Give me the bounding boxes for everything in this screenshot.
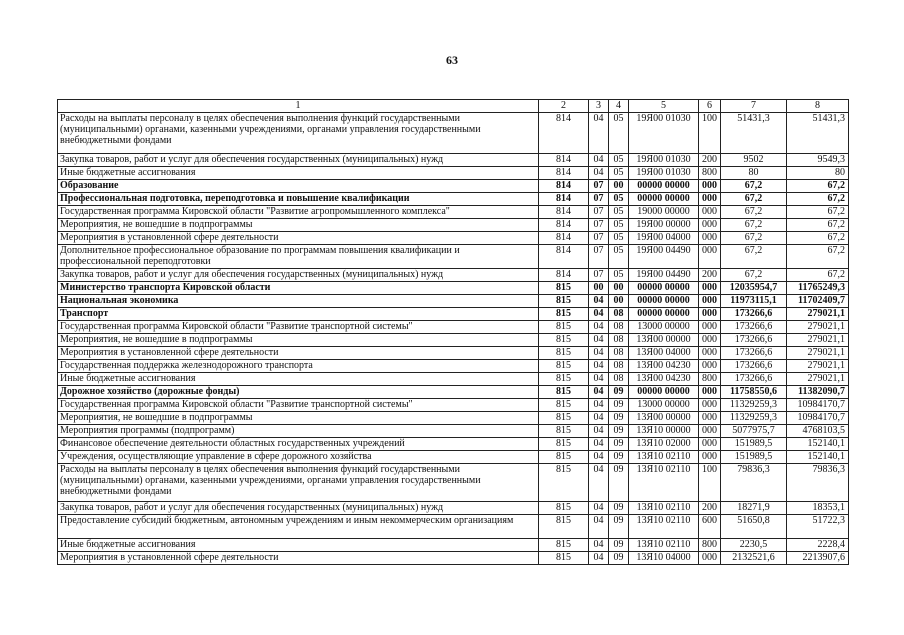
section-code-cell: 04 [589,438,609,451]
table-row [58,451,849,464]
amount-year1-cell: 67,2 [721,193,787,206]
row-name-cell: Закупка товаров, работ и услуг для обеспечения государственных (муниципальных) нужд [58,502,539,515]
ministry-code-cell: 815 [539,552,589,565]
amount-year2-cell: 2213907,6 [787,552,849,565]
header-cell: 8 [787,100,849,113]
ministry-code-cell: 815 [539,412,589,425]
amount-year1-cell: 173266,6 [721,308,787,321]
target-article-cell: 19000 00000 [629,206,699,219]
amount-year1-cell: 173266,6 [721,360,787,373]
row-name-cell: Расходы на выплаты персоналу в целях обеспечения выполнения функций государственными (муниципальными) органами, казенными учреждениями, органами управления государственными внебюджетными фондами [58,464,539,502]
amount-year2-cell: 152140,1 [787,451,849,464]
ministry-code-cell: 815 [539,360,589,373]
amount-year2-cell: 67,2 [787,245,849,269]
section-code-cell: 04 [589,386,609,399]
table-row [58,232,849,245]
section-code-cell: 04 [589,113,609,154]
row-name-cell: Национальная экономика [58,295,539,308]
table-body [58,113,849,565]
expense-type-cell: 000 [699,347,721,360]
expense-type-cell: 100 [699,464,721,502]
amount-year2-cell: 67,2 [787,269,849,282]
subsection-code-cell: 05 [609,154,629,167]
section-code-cell: 04 [589,334,609,347]
expense-type-cell: 800 [699,539,721,552]
target-article-cell: 19Я00 01030 [629,167,699,180]
subsection-code-cell: 08 [609,373,629,386]
target-article-cell: 13Я10 00000 [629,425,699,438]
subsection-code-cell: 08 [609,308,629,321]
amount-year1-cell: 173266,6 [721,373,787,386]
target-article-cell: 13Я00 04230 [629,373,699,386]
amount-year2-cell: 279021,1 [787,373,849,386]
subsection-code-cell: 08 [609,321,629,334]
amount-year2-cell: 279021,1 [787,347,849,360]
subsection-code-cell: 00 [609,295,629,308]
table-row [58,269,849,282]
row-name-cell: Государственная программа Кировской области "Развитие транспортной системы" [58,399,539,412]
target-article-cell: 13Я00 04230 [629,360,699,373]
expense-type-cell: 000 [699,334,721,347]
expense-type-cell: 000 [699,180,721,193]
target-article-cell: 00000 00000 [629,386,699,399]
expense-type-cell: 000 [699,295,721,308]
target-article-cell: 19Я00 04000 [629,232,699,245]
amount-year1-cell: 9502 [721,154,787,167]
row-name-cell: Финансовое обеспечение деятельности областных государственных учреждений [58,438,539,451]
section-code-cell: 07 [589,232,609,245]
table-row [58,180,849,193]
target-article-cell: 13Я00 00000 [629,412,699,425]
section-code-cell: 04 [589,360,609,373]
amount-year1-cell: 173266,6 [721,334,787,347]
table-row [58,206,849,219]
table-row [58,321,849,334]
ministry-code-cell: 815 [539,502,589,515]
amount-year2-cell: 11382090,7 [787,386,849,399]
amount-year1-cell: 51431,3 [721,113,787,154]
subsection-code-cell: 08 [609,347,629,360]
section-code-cell: 04 [589,552,609,565]
subsection-code-cell: 05 [609,219,629,232]
target-article-cell: 13Я10 02110 [629,502,699,515]
subsection-code-cell: 05 [609,269,629,282]
ministry-code-cell: 814 [539,245,589,269]
row-name-cell: Дорожное хозяйство (дорожные фонды) [58,386,539,399]
table-row [58,334,849,347]
amount-year2-cell: 279021,1 [787,360,849,373]
section-code-cell: 04 [589,399,609,412]
expense-type-cell: 800 [699,167,721,180]
amount-year2-cell: 67,2 [787,219,849,232]
amount-year2-cell: 152140,1 [787,438,849,451]
amount-year1-cell: 151989,5 [721,438,787,451]
expense-type-cell: 000 [699,282,721,295]
amount-year1-cell: 12035954,7 [721,282,787,295]
ministry-code-cell: 815 [539,347,589,360]
target-article-cell: 13000 00000 [629,399,699,412]
subsection-code-cell: 09 [609,425,629,438]
table-row [58,113,849,154]
amount-year1-cell: 80 [721,167,787,180]
header-cell: 4 [609,100,629,113]
ministry-code-cell: 815 [539,438,589,451]
row-name-cell: Транспорт [58,308,539,321]
row-name-cell: Министерство транспорта Кировской области [58,282,539,295]
row-name-cell: Мероприятия в установленной сфере деятельности [58,347,539,360]
expense-type-cell: 000 [699,232,721,245]
expense-type-cell: 000 [699,308,721,321]
target-article-cell: 13Я10 02110 [629,539,699,552]
section-code-cell: 04 [589,425,609,438]
amount-year2-cell: 79836,3 [787,464,849,502]
amount-year2-cell: 67,2 [787,193,849,206]
budget-table [57,99,849,565]
table-row [58,308,849,321]
amount-year2-cell: 18353,1 [787,502,849,515]
ministry-code-cell: 815 [539,399,589,412]
row-name-cell: Мероприятия, не вошедшие в подпрограммы [58,219,539,232]
row-name-cell: Иные бюджетные ассигнования [58,373,539,386]
expense-type-cell: 000 [699,321,721,334]
amount-year1-cell: 51650,8 [721,515,787,539]
ministry-code-cell: 814 [539,219,589,232]
amount-year2-cell: 279021,1 [787,334,849,347]
amount-year2-cell: 51722,3 [787,515,849,539]
subsection-code-cell: 09 [609,464,629,502]
table-row [58,515,849,539]
amount-year2-cell: 279021,1 [787,321,849,334]
subsection-code-cell: 05 [609,232,629,245]
amount-year2-cell: 67,2 [787,180,849,193]
target-article-cell: 13Я10 04000 [629,552,699,565]
subsection-code-cell: 00 [609,282,629,295]
ministry-code-cell: 815 [539,295,589,308]
subsection-code-cell: 09 [609,515,629,539]
subsection-code-cell: 05 [609,245,629,269]
row-name-cell: Иные бюджетные ассигнования [58,167,539,180]
subsection-code-cell: 09 [609,539,629,552]
target-article-cell: 00000 00000 [629,308,699,321]
header-cell: 6 [699,100,721,113]
table-row [58,373,849,386]
row-name-cell: Государственная программа Кировской области "Развитие транспортной системы" [58,321,539,334]
amount-year2-cell: 10984170,7 [787,412,849,425]
amount-year2-cell: 51431,3 [787,113,849,154]
target-article-cell: 19Я00 01030 [629,154,699,167]
row-name-cell: Предоставление субсидий бюджетным, автономным учреждениям и иным некоммерческим организациям [58,515,539,539]
row-name-cell: Мероприятия в установленной сфере деятельности [58,232,539,245]
row-name-cell: Расходы на выплаты персоналу в целях обеспечения выполнения функций государственными (муниципальными) органами, казенными учреждениями, органами управления государственными внебюджетными фондами [58,113,539,154]
subsection-code-cell: 09 [609,386,629,399]
table-row [58,399,849,412]
ministry-code-cell: 814 [539,154,589,167]
target-article-cell: 13Я10 02110 [629,464,699,502]
row-name-cell: Иные бюджетные ассигнования [58,539,539,552]
amount-year1-cell: 151989,5 [721,451,787,464]
target-article-cell: 00000 00000 [629,282,699,295]
target-article-cell: 13Я00 00000 [629,334,699,347]
table-row [58,386,849,399]
amount-year1-cell: 11758550,6 [721,386,787,399]
target-article-cell: 13Я10 02000 [629,438,699,451]
amount-year2-cell: 4768103,5 [787,425,849,438]
amount-year2-cell: 80 [787,167,849,180]
amount-year2-cell: 11765249,3 [787,282,849,295]
section-code-cell: 07 [589,193,609,206]
target-article-cell: 19Я00 04490 [629,245,699,269]
table-header-row [58,100,849,113]
table-row [58,438,849,451]
ministry-code-cell: 815 [539,515,589,539]
ministry-code-cell: 815 [539,334,589,347]
expense-type-cell: 100 [699,113,721,154]
table-row [58,502,849,515]
ministry-code-cell: 815 [539,464,589,502]
amount-year1-cell: 11329259,3 [721,399,787,412]
header-cell: 2 [539,100,589,113]
amount-year1-cell: 5077975,7 [721,425,787,438]
row-name-cell: Мероприятия, не вошедшие в подпрограммы [58,412,539,425]
expense-type-cell: 000 [699,206,721,219]
table-row [58,539,849,552]
amount-year1-cell: 67,2 [721,245,787,269]
amount-year2-cell: 67,2 [787,232,849,245]
target-article-cell: 19Я00 04490 [629,269,699,282]
subsection-code-cell: 05 [609,193,629,206]
expense-type-cell: 000 [699,386,721,399]
expense-type-cell: 000 [699,425,721,438]
expense-type-cell: 000 [699,219,721,232]
expense-type-cell: 200 [699,154,721,167]
section-code-cell: 07 [589,269,609,282]
table-row [58,347,849,360]
section-code-cell: 07 [589,245,609,269]
expense-type-cell: 000 [699,412,721,425]
amount-year2-cell: 2228,4 [787,539,849,552]
section-code-cell: 04 [589,347,609,360]
row-name-cell: Дополнительное профессиональное образование по программам повышения квалификации и профессиональной переподготовки [58,245,539,269]
section-code-cell: 04 [589,515,609,539]
table-row [58,464,849,502]
target-article-cell: 13Я10 02110 [629,515,699,539]
page-number: 63 [446,53,458,67]
expense-type-cell: 000 [699,193,721,206]
section-code-cell: 04 [589,295,609,308]
table-row [58,154,849,167]
ministry-code-cell: 814 [539,232,589,245]
table-row [58,193,849,206]
expense-type-cell: 000 [699,438,721,451]
section-code-cell: 04 [589,321,609,334]
row-name-cell: Закупка товаров, работ и услуг для обеспечения государственных (муниципальных) нужд [58,154,539,167]
amount-year1-cell: 2230,5 [721,539,787,552]
section-code-cell: 07 [589,219,609,232]
amount-year1-cell: 173266,6 [721,321,787,334]
subsection-code-cell: 05 [609,206,629,219]
amount-year2-cell: 11702409,7 [787,295,849,308]
section-code-cell: 04 [589,539,609,552]
subsection-code-cell: 05 [609,113,629,154]
amount-year1-cell: 173266,6 [721,347,787,360]
section-code-cell: 04 [589,412,609,425]
section-code-cell: 04 [589,154,609,167]
amount-year2-cell: 67,2 [787,206,849,219]
target-article-cell: 13000 00000 [629,321,699,334]
amount-year1-cell: 67,2 [721,180,787,193]
ministry-code-cell: 815 [539,386,589,399]
section-code-cell: 04 [589,373,609,386]
amount-year1-cell: 67,2 [721,206,787,219]
target-article-cell: 13Я00 04000 [629,347,699,360]
subsection-code-cell: 09 [609,412,629,425]
subsection-code-cell: 00 [609,180,629,193]
ministry-code-cell: 814 [539,180,589,193]
row-name-cell: Учреждения, осуществляющие управление в сфере дорожного хозяйства [58,451,539,464]
table-row [58,295,849,308]
section-code-cell: 04 [589,308,609,321]
amount-year1-cell: 18271,9 [721,502,787,515]
row-name-cell: Закупка товаров, работ и услуг для обеспечения государственных (муниципальных) нужд [58,269,539,282]
row-name-cell: Государственная программа Кировской области "Развитие агропромышленного комплекса" [58,206,539,219]
subsection-code-cell: 05 [609,167,629,180]
ministry-code-cell: 815 [539,425,589,438]
row-name-cell: Государственная поддержка железнодорожного транспорта [58,360,539,373]
amount-year1-cell: 67,2 [721,269,787,282]
ministry-code-cell: 814 [539,206,589,219]
table-row [58,167,849,180]
section-code-cell: 07 [589,206,609,219]
ministry-code-cell: 814 [539,167,589,180]
ministry-code-cell: 814 [539,193,589,206]
section-code-cell: 04 [589,464,609,502]
target-article-cell: 00000 00000 [629,193,699,206]
row-name-cell: Мероприятия, не вошедшие в подпрограммы [58,334,539,347]
target-article-cell: 13Я10 02110 [629,451,699,464]
row-name-cell: Образование [58,180,539,193]
row-name-cell: Мероприятия в установленной сфере деятельности [58,552,539,565]
expense-type-cell: 000 [699,552,721,565]
table-row [58,245,849,269]
ministry-code-cell: 815 [539,451,589,464]
row-name-cell: Мероприятия программы (подпрограмм) [58,425,539,438]
amount-year2-cell: 279021,1 [787,308,849,321]
amount-year2-cell: 10984170,7 [787,399,849,412]
target-article-cell: 19Я00 00000 [629,219,699,232]
amount-year1-cell: 2132521,6 [721,552,787,565]
expense-type-cell: 000 [699,399,721,412]
header-cell: 7 [721,100,787,113]
table-row [58,552,849,565]
amount-year2-cell: 9549,3 [787,154,849,167]
ministry-code-cell: 814 [539,269,589,282]
ministry-code-cell: 815 [539,321,589,334]
amount-year1-cell: 79836,3 [721,464,787,502]
section-code-cell: 04 [589,502,609,515]
subsection-code-cell: 09 [609,438,629,451]
section-code-cell: 00 [589,282,609,295]
expense-type-cell: 600 [699,515,721,539]
target-article-cell: 00000 00000 [629,180,699,193]
expense-type-cell: 000 [699,360,721,373]
table-row [58,282,849,295]
header-cell: 3 [589,100,609,113]
ministry-code-cell: 815 [539,308,589,321]
table-row [58,425,849,438]
section-code-cell: 07 [589,180,609,193]
subsection-code-cell: 09 [609,399,629,412]
table-row [58,412,849,425]
section-code-cell: 04 [589,451,609,464]
subsection-code-cell: 09 [609,552,629,565]
expense-type-cell: 200 [699,502,721,515]
ministry-code-cell: 815 [539,282,589,295]
ministry-code-cell: 814 [539,113,589,154]
subsection-code-cell: 08 [609,360,629,373]
target-article-cell: 00000 00000 [629,295,699,308]
amount-year1-cell: 11329259,3 [721,412,787,425]
header-cell: 5 [629,100,699,113]
row-name-cell: Профессиональная подготовка, переподготовка и повышение квалификации [58,193,539,206]
subsection-code-cell: 09 [609,502,629,515]
subsection-code-cell: 09 [609,451,629,464]
subsection-code-cell: 08 [609,334,629,347]
amount-year1-cell: 67,2 [721,232,787,245]
amount-year1-cell: 67,2 [721,219,787,232]
table-row [58,219,849,232]
table-row [58,360,849,373]
amount-year1-cell: 11973115,1 [721,295,787,308]
ministry-code-cell: 815 [539,539,589,552]
expense-type-cell: 200 [699,269,721,282]
target-article-cell: 19Я00 01030 [629,113,699,154]
section-code-cell: 04 [589,167,609,180]
expense-type-cell: 000 [699,245,721,269]
header-cell: 1 [58,100,539,113]
ministry-code-cell: 815 [539,373,589,386]
expense-type-cell: 000 [699,451,721,464]
expense-type-cell: 800 [699,373,721,386]
